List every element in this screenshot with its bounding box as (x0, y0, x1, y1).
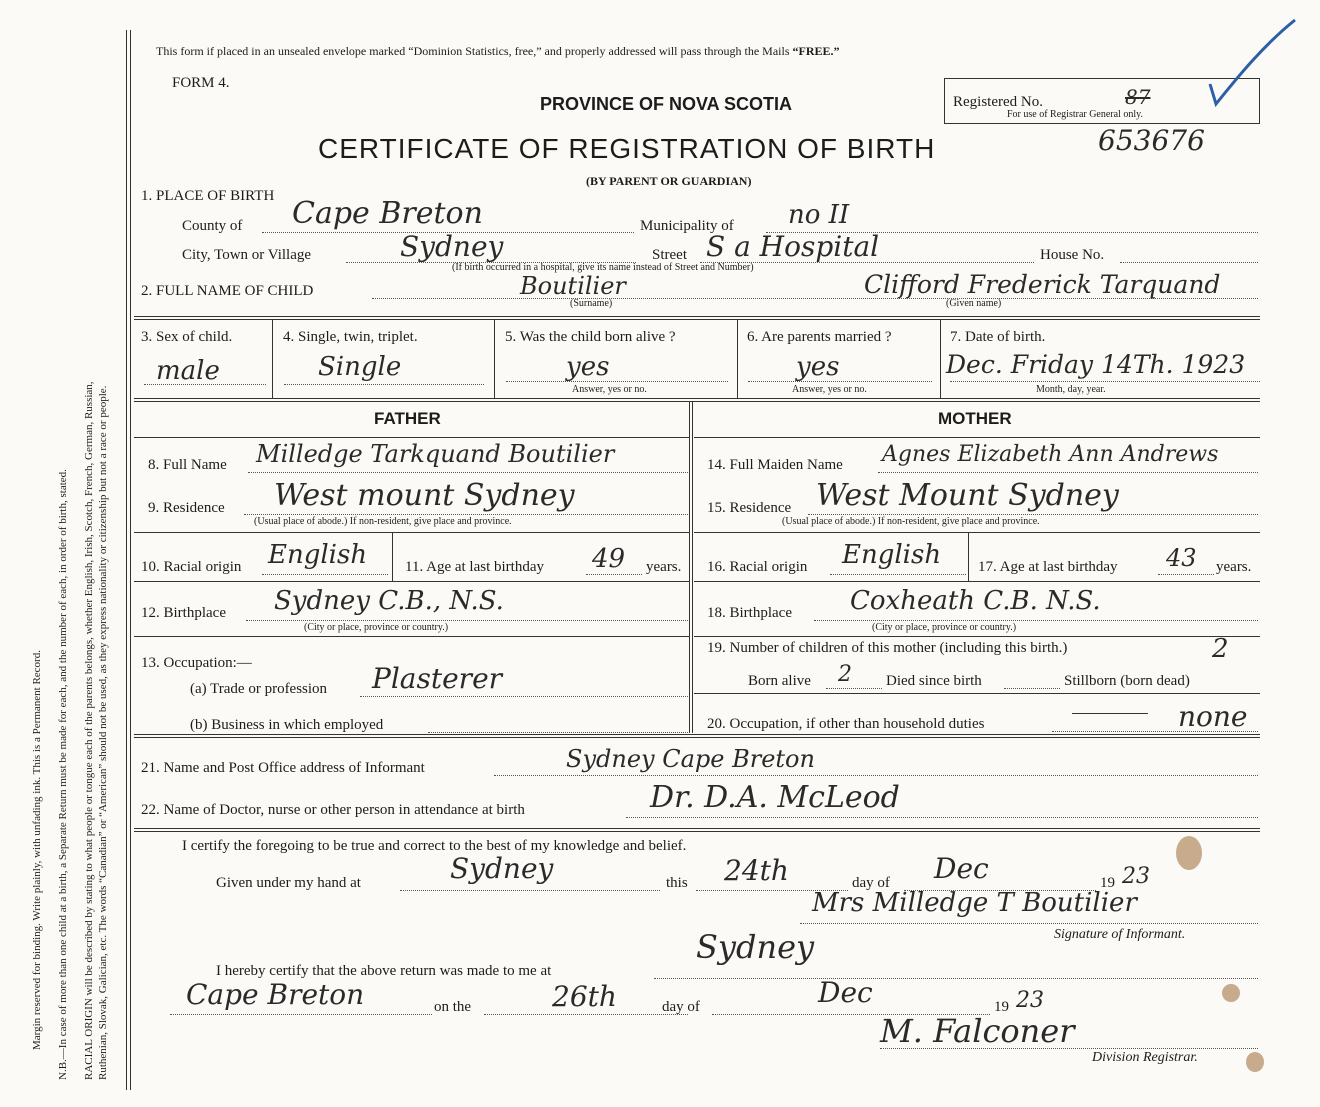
registration-year-value: 23 (1016, 988, 1044, 1013)
mother-age-label: 17. Age at last birthday (978, 559, 1118, 575)
registrar-signature-label: Division Registrar. (1092, 1050, 1198, 1065)
father-birthplace-caption: (City or place, province or country.) (304, 622, 449, 633)
margin-rule-2 (126, 30, 127, 1090)
this-label: this (666, 875, 688, 891)
father-name-value: Milledge Tarkquand Boutilier (256, 440, 615, 468)
stamp-number: 653676 (1098, 124, 1205, 157)
born-alive-label: 5. Was the child born alive ? (505, 329, 676, 345)
business-label: (b) Business in which employed (190, 717, 384, 733)
father-birthplace-value: Sydney C.B., N.S. (274, 586, 504, 616)
surname-caption: (Surname) (570, 298, 613, 309)
city-label: City, Town or Village (182, 247, 312, 263)
date-of-birth-caption: Month, day, year. (1036, 384, 1106, 395)
day-of-label: day of (852, 875, 890, 891)
parents-married-value: yes (796, 352, 840, 382)
given-name-caption: (Given name) (946, 298, 1002, 309)
margin-line-3: RACIAL ORIGIN will be described by stating to what people or tongue each of the parents belongs, whether English, Irish, Scotch, French, German, Russian, (83, 381, 95, 1080)
hospital-note: (If birth occurred in a hospital, give its name instead of Street and Number) (452, 262, 754, 273)
parents-married-label: 6. Are parents married ? (747, 329, 892, 345)
registration-day-value: 26th (552, 980, 617, 1013)
municipality-label: Municipality of (640, 218, 734, 234)
street-label: Street (652, 247, 687, 263)
informant-label: 21. Name and Post Office address of Informant (141, 760, 425, 776)
stillborn-label: Stillborn (born dead) (1064, 673, 1190, 689)
city-value: Sydney (400, 230, 504, 263)
county-label: County of (182, 218, 243, 234)
mother-residence-label: 15. Residence (707, 500, 792, 516)
check-mark-icon (1200, 14, 1300, 110)
father-residence-label: 9. Residence (148, 500, 225, 516)
given-under-hand-label: Given under my hand at (216, 875, 361, 891)
place-of-birth-heading: 1. PLACE OF BIRTH (141, 188, 275, 204)
father-residence-caption: (Usual place of abode.) If non-resident, give place and province. (254, 516, 512, 527)
child-name-label: 2. FULL NAME OF CHILD (141, 283, 314, 299)
on-the-label: on the (434, 999, 472, 1015)
parents-married-caption: Answer, yes or no. (792, 384, 867, 395)
registrar-signature: M. Falconer (880, 1012, 1075, 1050)
father-name-label: 8. Full Name (148, 457, 227, 473)
given-day-value: 24th (724, 854, 789, 887)
given-year-prefix: 19 (1100, 875, 1115, 891)
plurality-label: 4. Single, twin, triplet. (283, 329, 418, 345)
given-place-value: Sydney (450, 852, 554, 885)
registration-place-continued: Cape Breton (186, 978, 365, 1011)
margin-line-1: Margin reserved for binding. Write plainly, with unfading ink. This is a Permanent Record. (31, 650, 43, 1050)
mother-name-label: 14. Full Maiden Name (707, 457, 843, 473)
informant-signature-label: Signature of Informant. (1054, 927, 1186, 942)
mother-race-value: English (842, 540, 942, 570)
mother-birthplace-value: Coxheath C.B. N.S. (850, 586, 1101, 616)
mother-age-value: 43 (1166, 544, 1197, 572)
registered-struck-number: 87 (1125, 85, 1151, 109)
county-value: Cape Breton (292, 196, 483, 231)
born-alive-value: yes (566, 352, 610, 382)
given-year-value: 23 (1122, 864, 1150, 889)
mother-residence-value: West Mount Sydney (816, 478, 1119, 513)
informant-signature: Mrs Milledge T Boutilier (812, 888, 1137, 918)
registration-month-value: Dec (818, 976, 873, 1009)
registrar-note: For use of Registrar General only. (1007, 109, 1143, 120)
father-race-label: 10. Racial origin (141, 559, 242, 575)
house-number-label: House No. (1040, 247, 1105, 263)
father-age-unit: years. (646, 559, 682, 575)
date-of-birth-label: 7. Date of birth. (950, 329, 1046, 345)
page-title: CERTIFICATE OF REGISTRATION OF BIRTH (318, 133, 936, 164)
margin-line-2: N.B.—In case of more than one child at a birth, a Separate Return must be made for each, and the number of each, in order of birth, stated. (57, 469, 69, 1080)
paper-stain (1222, 984, 1240, 1002)
paper-stain (1246, 1052, 1264, 1072)
certification-statement: I certify the foregoing to be true and correct to the best of my knowledge and belief. (182, 838, 687, 854)
doctor-label: 22. Name of Doctor, nurse or other person in attendance at birth (141, 802, 525, 818)
registration-day-of-label: day of (662, 999, 700, 1015)
born-alive-caption: Answer, yes or no. (572, 384, 647, 395)
province-heading: PROVINCE OF NOVA SCOTIA (540, 94, 793, 114)
sex-value: male (156, 356, 220, 386)
binding-margin-notes (22, 40, 132, 1080)
father-residence-value: West mount Sydney (274, 478, 575, 513)
registrar-statement: I hereby certify that the above return was made to me at (216, 963, 552, 979)
margin-rule (130, 30, 131, 1090)
date-of-birth-value: Dec. Friday 14Th. 1923 (946, 350, 1246, 379)
born-alive-count-label: Born alive (748, 673, 811, 689)
street-value: S a Hospital (706, 230, 880, 263)
children-count-label: 19. Number of children of this mother (including this birth.) (707, 640, 1068, 656)
child-given-name: Clifford Frederick Tarquand (864, 270, 1221, 299)
mother-age-unit: years. (1216, 559, 1252, 575)
mother-occupation-value: none (1178, 700, 1248, 733)
father-heading: FATHER (374, 409, 441, 428)
mother-residence-caption: (Usual place of abode.) If non-resident, give place and province. (782, 516, 1040, 527)
mother-birthplace-caption: (City or place, province or country.) (872, 622, 1017, 633)
subtitle: (BY PARENT OR GUARDIAN) (586, 174, 752, 188)
mother-heading: MOTHER (938, 409, 1012, 428)
sex-label: 3. Sex of child. (141, 329, 233, 345)
father-race-value: English (268, 540, 368, 570)
father-age-value: 49 (592, 544, 626, 574)
given-month-value: Dec (934, 852, 989, 885)
mail-notice: This form if placed in an unsealed envelope marked “Dominion Statistics, free,” and properly addressed will pass through the Mails “FREE.” (156, 44, 840, 58)
father-birthplace-label: 12. Birthplace (141, 605, 226, 621)
mother-name-value: Agnes Elizabeth Ann Andrews (882, 442, 1219, 467)
died-since-birth-label: Died since birth (886, 673, 982, 689)
form-number: FORM 4. (172, 75, 230, 91)
father-age-label: 11. Age at last birthday (405, 559, 544, 575)
registration-year-prefix: 19 (994, 999, 1009, 1015)
born-alive-count-value: 2 (838, 662, 852, 687)
father-occupation-heading: 13. Occupation:— (141, 655, 252, 671)
mother-occupation-label: 20. Occupation, if other than household duties (707, 716, 985, 732)
child-surname: Boutilier (520, 272, 626, 300)
children-count-value: 2 (1212, 634, 1229, 664)
trade-label: (a) Trade or profession (190, 681, 328, 697)
mother-race-label: 16. Racial origin (707, 559, 808, 575)
doctor-value: Dr. D.A. McLeod (650, 780, 900, 815)
mother-birthplace-label: 18. Birthplace (707, 605, 792, 621)
registration-place-value: Sydney (696, 928, 815, 966)
municipality-value: no II (788, 200, 850, 230)
margin-line-4: Ruthenian, Slovak, Galician, etc. The words “Canadian” or “American” should not be used, as they express nationality or citizenship but not a race or people. (97, 385, 109, 1080)
trade-value: Plasterer (372, 662, 503, 695)
paper-stain (1176, 836, 1202, 870)
registered-label: Registered No. (953, 94, 1043, 110)
plurality-value: Single (318, 352, 402, 382)
informant-value: Sydney Cape Breton (566, 745, 815, 773)
